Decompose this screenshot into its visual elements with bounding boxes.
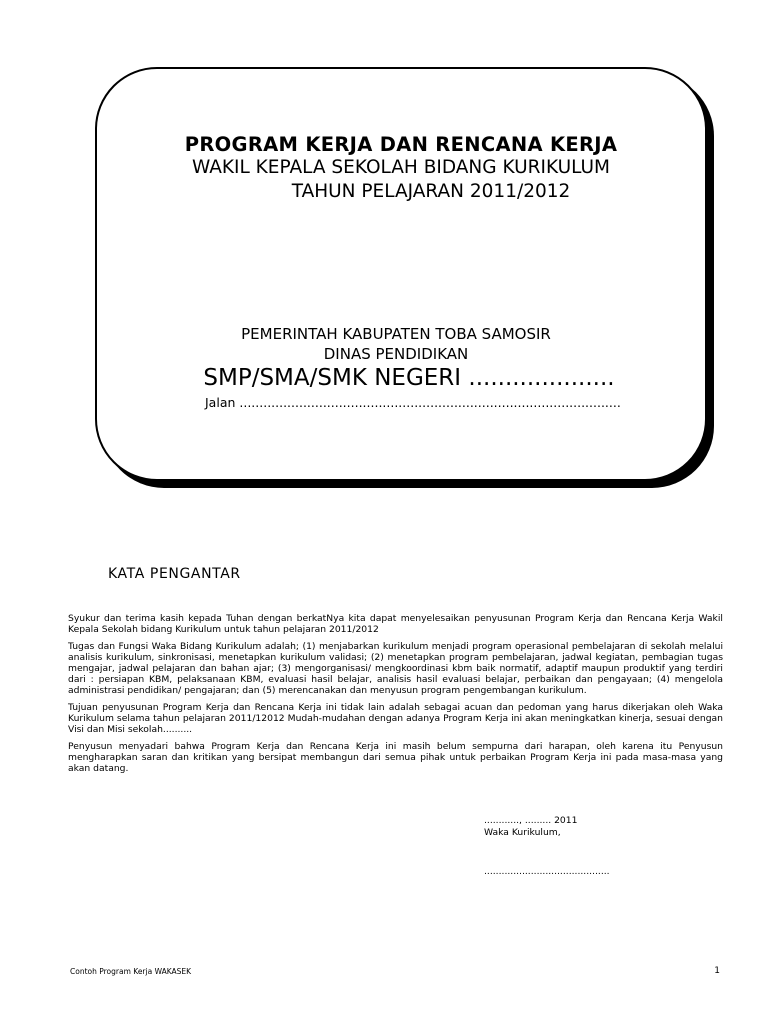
cover-subtitle: WAKIL KEPALA SEKOLAH BIDANG KURIKULUM — [191, 157, 611, 178]
signature-date: ............, ......... 2011 — [484, 815, 578, 826]
preface-body — [68, 613, 723, 780]
preface-paragraph: Syukur dan terima kasih kepada Tuhan dengan berkatNya kita dapat menyelesaikan penyusunan Program Kerja dan Rencana Kerja Wakil Kepala Sekolah bidang Kurikulum untuk tahun pelajaran 2011/2012 — [68, 613, 723, 635]
preface-paragraph: Penyusun menyadari bahwa Program Kerja dan Rencana Kerja ini masih belum sempurna dari harapan, oleh karena itu Penyusun mengharapkan saran dan kritikan yang bersipat membangun dari semua pihak untuk perbaikan Program Kerja ini pada masa-masa yang akan datang. — [68, 741, 723, 774]
page-number: 1 — [714, 966, 720, 976]
cover-school: SMP/SMA/SMK NEGERI .................... — [203, 365, 615, 391]
cover-department: DINAS PENDIDIKAN — [323, 345, 469, 363]
preface-heading: KATA PENGANTAR — [108, 566, 241, 582]
cover-street: Jalan ................................................................................................ — [205, 395, 621, 410]
cover-year: TAHUN PELAJARAN 2011/2012 — [291, 181, 571, 202]
signature-role: Waka Kurikulum, — [484, 827, 561, 838]
cover-box — [95, 67, 707, 481]
preface-paragraph: Tujuan penyusunan Program Kerja dan Rencana Kerja ini tidak lain adalah sebagai acuan dan pedoman yang harus dikerjakan oleh Waka Kurikulum selama tahun pelajaran 2011/12012 Mudah-mudahan dengan adanya Program Kerja ini akan meningkatkan kinerja, sesuai dengan Visi dan Misi sekolah.......... — [68, 702, 723, 735]
signature-line: ........................................... — [484, 866, 610, 877]
preface-paragraph: Tugas dan Fungsi Waka Bidang Kurikulum adalah; (1) menjabarkan kurikulum menjadi program operasional pembelajaran di sekolah melalui analisis kurikulum, sinkronisasi, menetapkan kurikulum validasi; (2) menetapkan program pembelajaran, jadwal kegiatan, pembagian tugas mengajar, jadwal pelajaran dan bahan ajar; (3) mengorganisasi/ mengkoordinasi kbm baik normatif, adaptif maupun produktif yang terdiri dari : persiapan KBM, pelaksanaan KBM, evaluasi hasil belajar, analisis hasil evaluasi belajar, perbaikan dan pengayaan; (4) mengelola administrasi pendidikan/ pengajaran; dan (5) merencanakan dan menyusun program pengembangan kurikulum. — [68, 641, 723, 696]
cover-title: PROGRAM KERJA DAN RENCANA KERJA — [184, 133, 618, 156]
cover-government: PEMERINTAH KABUPATEN TOBA SAMOSIR — [241, 325, 551, 343]
footer-caption: Contoh Program Kerja WAKASEK — [70, 967, 192, 976]
